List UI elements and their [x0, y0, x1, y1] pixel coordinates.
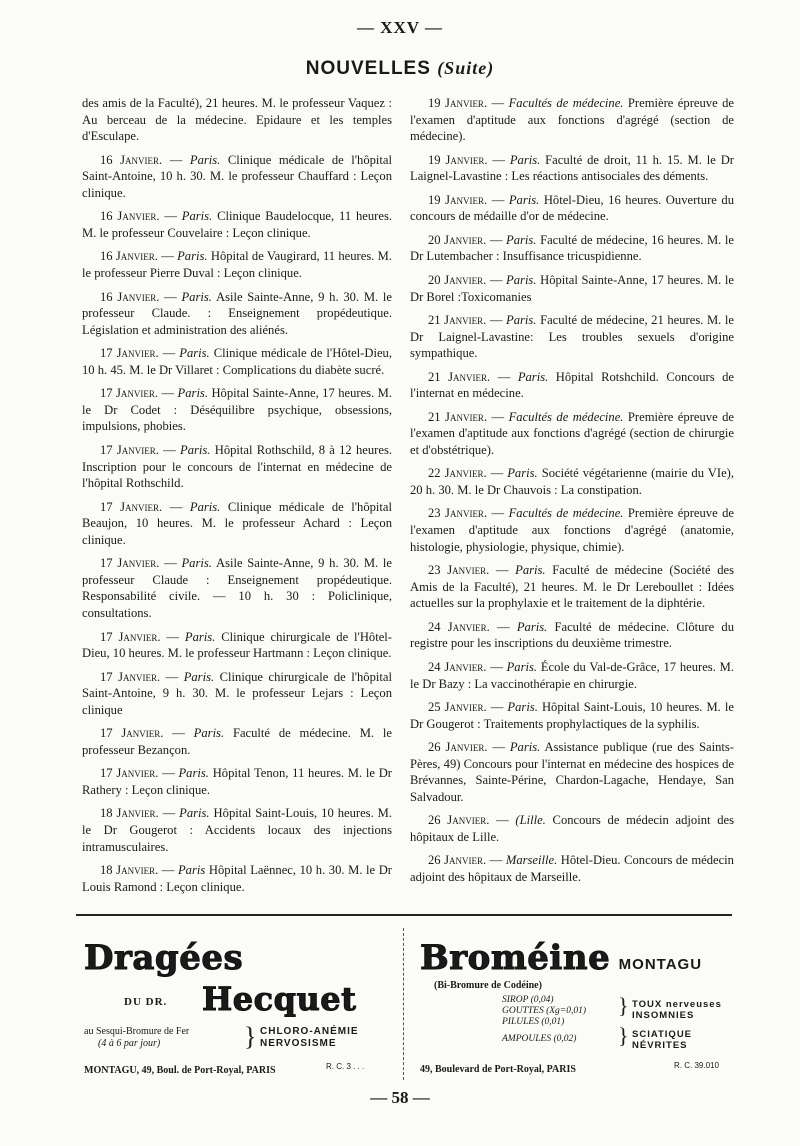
entry-date: 21 Janvier.	[428, 312, 487, 327]
entry-place: Facultés de médecine.	[508, 506, 624, 521]
entry-place: Paris.	[515, 563, 546, 578]
news-entry: 26 Janvier. — Marseille. Hôtel-Dieu. Concours de médecin adjoint des hôpitaux de Marseille.	[410, 853, 734, 884]
news-entry: 16 Janvier. — Paris. Clinique médicale de l'hôpital Saint-Antoine, 10 h. 30. M. le professeur Chauffard : Leçon clinique.	[82, 152, 393, 200]
entry-date: 16 Janvier.	[100, 289, 160, 304]
news-entry: 17 Janvier. — Paris. Hôpital Tenon, 11 heures. M. le Dr Rathery : Leçon clinique.	[82, 766, 393, 797]
ad-bromeine-indication: SCIATIQUE	[632, 1029, 693, 1040]
entry-date: 18 Janvier.	[100, 806, 159, 821]
entry-date: 17 Janvier.	[100, 766, 159, 781]
news-entry: 25 Janvier. — Paris. Hôpital Saint-Louis, 10 heures. M. le Dr Gougerot : Traitements prophylactiques de la syphilis.	[410, 699, 734, 731]
entry-date: 24 Janvier.	[428, 619, 490, 634]
entry-place: Paris.	[181, 209, 213, 224]
entry-date: 17 Janvier.	[100, 726, 164, 741]
entry-date: 26 Janvier.	[428, 813, 490, 828]
entry-place: Paris.	[179, 346, 210, 361]
entry-text: Hôtel-Dieu, 16 heures. Ouverture du concours de médaille d'or de médecine.	[410, 192, 734, 224]
entry-text: École du Val-de-Grâce, 17 heures. M. le Dr Bazy : La vaccinothérapie en chirurgie.	[410, 659, 734, 691]
section-title-text: NOUVELLES	[305, 58, 431, 79]
entry-date: 21 Janvier.	[428, 409, 488, 424]
ad-bromeine-forms	[502, 995, 586, 1045]
ad-bromeine-maker: MONTAGU	[618, 956, 703, 973]
entry-text: Hôpital Laënnec, 10 h. 30. M. le Dr Louis Ramond : Leçon clinique.	[82, 863, 393, 894]
entry-date: 20 Janvier.	[428, 232, 487, 247]
ad-hecquet-address: MONTAGU, 49, Boul. de Port-Royal, PARIS	[84, 1065, 276, 1076]
news-entry: 17 Janvier. — Paris. Hôpital Sainte-Anne, 17 heures. M. le Dr Codet : Déséquilibre psychique, obsessions, impulsions, phobies.	[82, 386, 392, 434]
entry-text: Clinique chirurgicale de l'Hôtel-Dieu, 10 heures. M. le professeur Hartmann : Leçon clinique.	[82, 629, 392, 661]
ad-brace: }	[244, 1022, 257, 1051]
entry-text: Première épreuve de l'examen d'aptitude aux fonctions d'agrégé (section de médecine).	[410, 96, 735, 144]
ad-dragees-hecquet	[84, 938, 384, 1074]
entry-text: Hôpital Rothschild, 8 à 12 heures. Inscription pour le concours de l'internat en médecine de l'hôpital Rothschild.	[82, 442, 393, 491]
entry-place: Paris.	[506, 232, 537, 247]
entry-date: 25 Janvier.	[428, 699, 487, 714]
news-entry: 23 Janvier. — Facultés de médecine. Première épreuve de l'examen d'aptitude aux fonctions d'agrégé (anatomie, histologie, physiologie, physique, chimie).	[410, 506, 735, 554]
entry-place: Paris.	[183, 669, 215, 684]
entry-text: Clinique médicale de l'hôpital Beaujon, 10 heures. M. le professeur Achard : Leçon clinique.	[82, 499, 393, 547]
entry-date: 23 Janvier.	[428, 563, 490, 578]
entry-text: Hôpital Tenon, 11 heures. M. le Dr Rathery : Leçon clinique.	[82, 766, 393, 797]
section-title	[0, 58, 800, 80]
entry-date: 17 Janvier.	[100, 629, 161, 644]
entry-place: Paris.	[179, 806, 210, 821]
news-entry: 19 Janvier. — Paris. Faculté de droit, 11 h. 15. M. le Dr Laignel-Lavastine : Les réactions antisociales des déments.	[410, 152, 735, 184]
entry-date: 18 Janvier.	[100, 863, 159, 878]
entry-date: 17 Janvier.	[100, 386, 159, 401]
left-column	[82, 95, 392, 902]
entry-place: Paris.	[189, 499, 221, 514]
news-entry: 16 Janvier. — Paris. Asile Sainte-Anne, 9 h. 30. M. le professeur Claude. : Enseignement propédeutique. Législation et administration des aliénés.	[82, 289, 392, 337]
entry-text: Hôpital de Vaugirard, 11 heures. M. le professeur Pierre Duval : Leçon clinique.	[82, 249, 393, 281]
entry-place: Marseille.	[505, 853, 558, 868]
entry-date: 17 Janvier.	[100, 669, 161, 684]
entry-date: 16 Janvier.	[100, 152, 163, 167]
entry-place: Paris.	[506, 312, 537, 327]
entry-date: 17 Janvier.	[100, 556, 160, 571]
ad-bromeine-indication: TOUX nerveuses	[632, 999, 722, 1010]
entry-text: Clinique médicale de l'hôpital Saint-Antoine, 10 h. 30. M. le professeur Chauffard : Leçon clinique.	[82, 152, 393, 200]
entry-place: Paris.	[508, 192, 540, 207]
news-entry: 24 Janvier. — Paris. Faculté de médecine. Clôture du registre pour les inscriptions du deuxième trimestre.	[410, 619, 734, 651]
ad-du-dr: DU DR.	[124, 996, 168, 1008]
news-entry: 17 Janvier. — Paris. Faculté de médecine. M. le professeur Bezançon.	[82, 726, 392, 757]
ad-dragees-brand: Dragées	[84, 938, 244, 978]
entry-place: Paris.	[180, 442, 211, 457]
news-entry	[82, 95, 392, 145]
entry-text: Hôpital Saint-Louis, 10 heures. M. le Dr Gougerot : Accidents locaux des injections intramusculaires.	[82, 806, 393, 854]
entry-text: Clinique chirurgicale de l'hôpital Saint-Antoine, 9 h. 30. M. le professeur Lejars : Leçon clinique	[82, 669, 392, 717]
page-number: — 58 —	[370, 1088, 430, 1107]
entry-text: Première épreuve de l'examen d'aptitude aux fonctions d'agrégé (anatomie, histologie, physiologie, physique, chimie).	[410, 506, 735, 554]
news-entry: 18 Janvier. — Paris Hôpital Laënnec, 10 h. 30. M. le Dr Louis Ramond : Leçon clinique.	[82, 863, 393, 894]
ad-hecquet-ref: R. C. 3 . . .	[326, 1062, 365, 1071]
news-entry: 21 Janvier. — Paris. Faculté de médecine, 21 heures. M. le Dr Laignel-Lavastine: Les troubles sexuels d'origine sympathique.	[410, 312, 734, 361]
entry-date: 26 Janvier.	[428, 740, 488, 755]
news-entry: 16 Janvier. — Paris. Clinique Baudelocque, 11 heures. M. le professeur Couvelaire : Leçon clinique.	[82, 209, 392, 240]
news-entry: 17 Janvier. — Paris. Clinique médicale de l'hôpital Beaujon, 10 heures. M. le professeur Achard : Leçon clinique.	[82, 499, 393, 547]
ad-bromeine	[420, 938, 740, 1073]
ad-brace: }	[618, 1023, 629, 1048]
news-entry: 17 Janvier. — Paris. Clinique chirurgicale de l'Hôtel-Dieu, 10 heures. M. le professeur Hartmann : Leçon clinique.	[82, 629, 392, 661]
entry-text: Faculté de médecine. Clôture du registre pour les inscriptions du deuxième trimestre.	[410, 619, 734, 651]
news-entry: 24 Janvier. — Paris. École du Val-de-Grâce, 17 heures. M. le Dr Bazy : La vaccinothérapie en chirurgie.	[410, 659, 734, 691]
ad-brace: }	[618, 993, 629, 1018]
news-entry: 17 Janvier. — Paris. Clinique médicale de l'Hôtel-Dieu, 10 h. 45. M. le Dr Villaret : Complications du diabète sucré.	[82, 346, 393, 377]
entry-place: Paris.	[509, 152, 541, 167]
page-roman-number: — XXV —	[356, 18, 444, 37]
entry-date: 19 Janvier.	[428, 192, 488, 207]
ad-bromeine-form: SIROP (0,04)	[502, 995, 554, 1005]
entry-place: Paris.	[507, 699, 538, 714]
news-entry: 17 Janvier. — Paris. Clinique chirurgicale de l'hôpital Saint-Antoine, 9 h. 30. M. le professeur Lejars : Leçon clinique	[82, 669, 392, 717]
entry-text: Hôpital Rotshchild. Concours de l'internat en médecine.	[410, 369, 735, 401]
ad-hecquet-tag2: NERVOSISME	[260, 1038, 337, 1049]
entry-place: Paris.	[509, 740, 541, 755]
news-entry: 21 Janvier. — Facultés de médecine. Première épreuve de l'examen d'aptitude aux fonctions d'agrégé (section de chirurgie et d'obstétrique).	[410, 409, 735, 457]
news-entry: 26 Janvier. — Paris. Assistance publique (rue des Saints-Pères, 49) Concours pour l'internat en médecine des hospices de Brévannes, Sainte-Périne, Chardon-Lagache, Hendaye, San Salvadour.	[410, 740, 734, 804]
entry-text: Faculté de médecine (Société des Amis de la Faculté), 21 heures. M. le Dr Lereboullet : Idées actuelles sur la prophylaxie et le traitement de la diphtérie.	[410, 563, 735, 611]
ad-bromeine-form: AMPOULES (0,02)	[502, 1034, 577, 1044]
entry-text: Hôtel-Dieu. Concours de médecin adjoint des hôpitaux de Marseille.	[410, 853, 734, 884]
entry-date: 24 Janvier.	[428, 659, 487, 674]
entry-place: Facultés de médecine.	[508, 96, 624, 110]
ad-divider-rule	[76, 914, 732, 916]
entry-date: 20 Janvier.	[428, 272, 487, 287]
entry-date: 16 Janvier.	[100, 249, 158, 264]
ad-bromeine-indication: NÉVRITES	[632, 1040, 688, 1051]
entry-place: Paris.	[189, 152, 221, 167]
entry-text: Hôpital Saint-Louis, 10 heures. M. le Dr Gougerot : Traitements prophylactiques de la syphilis.	[410, 699, 734, 731]
entry-text: Hôpital Sainte-Anne, 17 heures. M. le Dr Codet : Déséquilibre psychique, obsessions, impulsions, phobies.	[82, 386, 392, 434]
right-column	[410, 95, 734, 892]
news-entry: 21 Janvier. — Paris. Hôpital Rotshchild. Concours de l'internat en médecine.	[410, 369, 735, 401]
entry-place: Paris.	[506, 272, 537, 287]
news-entry: 16 Janvier. — Paris. Hôpital de Vaugirard, 11 heures. M. le professeur Pierre Duval : Leçon clinique.	[82, 249, 393, 281]
entry-place: Paris.	[184, 629, 216, 644]
ad-bromeine-form: GOUTTES (Xg=0,01)	[502, 1006, 586, 1016]
ad-bromeine-ref: R. C. 39.010	[674, 1061, 719, 1070]
entry-place: Facultés de médecine.	[508, 409, 624, 424]
news-entry: 20 Janvier. — Paris. Faculté de médecine, 16 heures. M. le Dr Lutembacher : Insuffisance tricuspidienne.	[410, 232, 734, 264]
entry-date: 16 Janvier.	[100, 209, 160, 224]
entry-place: Paris.	[181, 289, 212, 304]
ad-bromeine-form: PILULES (0,01)	[502, 1017, 565, 1027]
ad-bromeine-indications	[632, 999, 722, 1051]
ad-bromeine-indication: INSOMNIES	[632, 1010, 695, 1021]
entry-text: Faculté de droit, 11 h. 15. M. le Dr Laignel-Lavastine : Les réactions antisociales des déments.	[410, 152, 735, 184]
entry-place: Paris	[177, 863, 206, 878]
entry-date: 26 Janvier.	[428, 853, 487, 868]
entry-date: 23 Janvier.	[428, 506, 488, 521]
entry-date: 21 Janvier.	[428, 369, 491, 384]
entry-date: 22 Janvier.	[428, 466, 487, 481]
entry-text: Clinique médicale de l'Hôtel-Dieu, 10 h. 45. M. le Dr Villaret : Complications du diabète sucré.	[82, 346, 393, 377]
news-entry: 19 Janvier. — Paris. Hôtel-Dieu, 16 heures. Ouverture du concours de médaille d'or de médecine.	[410, 192, 734, 224]
entry-date: 17 Janvier.	[100, 499, 163, 514]
entry-date: 19 Janvier.	[428, 152, 488, 167]
section-title-suite: (Suite)	[437, 58, 495, 78]
news-entry: 19 Janvier. — Facultés de médecine. Première épreuve de l'examen d'aptitude aux fonctions d'agrégé (section de médecine).	[410, 96, 735, 144]
ad-hecquet-tag1: CHLORO-ANÉMIE	[260, 1026, 359, 1037]
entry-place: Paris.	[181, 556, 212, 571]
entry-place: (Lille.	[515, 813, 546, 828]
ad-hecquet-line1: au Sesqui-Bromure de Fer	[84, 1026, 190, 1037]
entry-text: Asile Sainte-Anne, 9 h. 30. M. le professeur Claude. : Enseignement propédeutique. Législation et administration des aliénés.	[82, 289, 392, 337]
entry-place: Paris.	[516, 619, 548, 634]
entry-text: des amis de la Faculté), 21 heures. M. le professeur Vaquez : Au berceau de la médecine. Epidaure et les temples d'Esculape.	[82, 96, 392, 144]
entry-place: Paris.	[177, 386, 208, 401]
news-entry: 17 Janvier. — Paris. Asile Sainte-Anne, 9 h. 30. M. le professeur Claude : Enseignement propédeutique. Responsabilité civile. — 10 h. 30 : Policlinique, consultations.	[82, 556, 392, 621]
entry-place: Paris.	[178, 766, 209, 781]
news-entry: 26 Janvier. — (Lille. Concours de médecin adjoint des hôpitaux de Lille.	[410, 813, 734, 844]
news-entry: 18 Janvier. — Paris. Hôpital Saint-Louis, 10 heures. M. le Dr Gougerot : Accidents locaux des injections intramusculaires.	[82, 806, 393, 854]
entry-text: Hôpital Sainte-Anne, 17 heures. M. le Dr Borel :Toxicomanies	[410, 272, 735, 304]
ad-bromeine-brand: Broméine	[420, 938, 611, 978]
entry-text: Clinique Baudelocque, 11 heures. M. le professeur Couvelaire : Leçon clinique.	[82, 209, 392, 240]
entry-text: Faculté de médecine, 16 heures. M. le Dr Lutembacher : Insuffisance tricuspidienne.	[410, 232, 734, 264]
entry-text: Première épreuve de l'examen d'aptitude aux fonctions d'agrégé (section de chirurgie et d'obstétrique).	[410, 409, 735, 457]
entry-place: Paris.	[517, 369, 549, 384]
entry-text: Asile Sainte-Anne, 9 h. 30. M. le professeur Claude : Enseignement propédeutique. Responsabilité civile. — 10 h. 30 : Policlinique, consultations.	[82, 556, 392, 621]
ad-bromeine-address: 49, Boulevard de Port-Royal, PARIS	[420, 1064, 576, 1075]
entry-date: 17 Janvier.	[100, 346, 159, 361]
news-entry: 22 Janvier. — Paris. Société végétarienne (mairie du VIe), 20 h. 30. M. le Dr Chauvois : La constipation.	[410, 466, 735, 497]
entry-text: Assistance publique (rue des Saints-Pères, 49) Concours pour l'internat en médecine des hospices de Brévannes, Sainte-Périne, Chardon-Lagache, Hendaye, San Salvadour.	[410, 740, 734, 804]
entry-date: 19 Janvier.	[428, 96, 488, 110]
ad-hecquet-line2: (4 à 6 par jour)	[98, 1038, 161, 1049]
entry-place: Paris.	[507, 466, 538, 481]
news-entry: 23 Janvier. — Paris. Faculté de médecine (Société des Amis de la Faculté), 21 heures. M. le Dr Lereboullet : Idées actuelles sur la prophylaxie et le traitement de la diphtérie.	[410, 563, 735, 611]
entry-text: Société végétarienne (mairie du VIe), 20 h. 30. M. le Dr Chauvois : La constipation.	[410, 466, 735, 497]
entry-text: Concours de médecin adjoint des hôpitaux de Lille.	[410, 813, 734, 844]
entry-date: 17 Janvier.	[100, 442, 159, 457]
news-entry: 20 Janvier. — Paris. Hôpital Sainte-Anne, 17 heures. M. le Dr Borel :Toxicomanies	[410, 272, 735, 304]
news-entry: 17 Janvier. — Paris. Hôpital Rothschild, 8 à 12 heures. Inscription pour le concours de l'internat en médecine de l'hôpital Rothschild.	[82, 442, 393, 491]
entry-place: Paris.	[193, 726, 225, 741]
ad-vertical-divider	[403, 928, 404, 1080]
entry-place: Paris.	[506, 659, 538, 674]
ad-bromeine-subtitle: (Bi-Bromure de Codéine)	[434, 980, 542, 991]
ad-hecquet-name: Hecquet	[202, 980, 357, 1018]
entry-text: Faculté de médecine. M. le professeur Bezançon.	[82, 726, 392, 757]
entry-place: Paris.	[177, 249, 208, 264]
entry-text: Faculté de médecine, 21 heures. M. le Dr Laignel-Lavastine: Les troubles sexuels d'origine sympathique.	[410, 312, 734, 361]
